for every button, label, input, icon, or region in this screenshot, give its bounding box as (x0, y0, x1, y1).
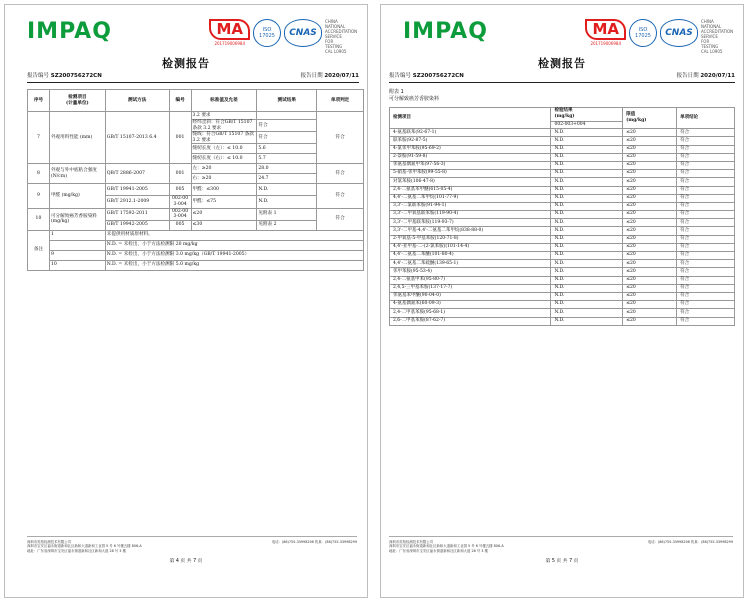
table-row (390, 268, 735, 276)
cell-judge: 符合 (317, 184, 364, 208)
col-header: 测试结果 (257, 90, 317, 112)
cell-limit: ≤20 (623, 129, 677, 137)
table-row (390, 301, 735, 309)
remark-num: 9 (49, 250, 105, 260)
cell-item: 甲醛 (mg/kg) (49, 184, 105, 208)
accreditation-line: TESTING (701, 44, 719, 49)
cell-result: N.D. (551, 129, 623, 137)
remark-row (28, 230, 364, 240)
cell-standard: 缝纫长度（右）：≤ 10.0 (191, 154, 257, 164)
cell-judge: 符合 (677, 309, 735, 317)
cell-judge: 符合 (317, 112, 364, 164)
amine-results-table (389, 107, 735, 326)
cell-result: 5.6 (257, 144, 317, 154)
table-row (390, 170, 735, 178)
footer-line: 深圳市宝安区福永街道新和社区新和大道新和工业园 5 号 6 号楼五楼 806-A (27, 544, 142, 549)
cell-limit: ≤20 (623, 161, 677, 169)
cell-judge: 符合 (677, 194, 735, 202)
accreditation-logos (585, 19, 734, 54)
annex-title: 可分解致癌芳香胺染料 (389, 96, 440, 102)
cell-seq: 7 (28, 112, 50, 164)
cell-code: 002-00 3-004 (169, 196, 191, 208)
cell-limit: ≤20 (623, 268, 677, 276)
cell-code: 001 (169, 164, 191, 184)
cell-result: 见附表 1 (257, 208, 317, 220)
accreditation-line: SERVICE (325, 34, 342, 39)
cell-item: 联苯胺(92-87-5) (390, 137, 551, 145)
table-row (390, 219, 735, 227)
cell-limit: ≤20 (623, 276, 677, 284)
footer-contact: 电话：(86)755-33998298 传真：(86)755-33998299 (647, 539, 733, 544)
cell-limit: ≤20 (623, 153, 677, 161)
table-row (390, 194, 735, 202)
cell-standard: 3.2 要求 (191, 112, 257, 120)
cell-limit: ≤20 (623, 219, 677, 227)
cell-item: 外观用料性能 (mm) (49, 112, 105, 164)
cell-item: 可分解致癌芳香胺染料 (mg/kg) (49, 208, 105, 230)
cell-judge: 符合 (677, 211, 735, 219)
cell-standard: ≤20 (191, 208, 257, 220)
col-result: 检验结果 (mg/kg) (551, 108, 623, 122)
remark-num: 1 (49, 230, 105, 240)
cell-item: 邻氨基偶氮甲苯(97-56-3) (390, 161, 551, 169)
cell-method: GB/T 19942-2005 (105, 220, 169, 230)
cell-judge: 符合 (677, 145, 735, 153)
cell-judge: 符合 (317, 164, 364, 184)
page-footer (389, 536, 733, 553)
cell-judge: 符合 (677, 276, 735, 284)
col-header: 序号 (28, 90, 50, 112)
table-row (390, 252, 735, 260)
cell-code: 002-00 3-004 (169, 208, 191, 220)
table-row (390, 276, 735, 284)
cell-standard: 缝线：符合GB/T 15107 条款 3.2 要求 (191, 132, 257, 144)
cell-result: N.D. (551, 301, 623, 309)
footer-line: 深圳市英柏检测技术有限公司 (389, 539, 434, 544)
accreditation-line: CAL L0905 (701, 49, 723, 54)
cell-result: 24.7 (257, 174, 317, 184)
accreditation-logos (209, 19, 358, 54)
col-limit: 限值 (mg/kg) (623, 108, 677, 129)
page-footer (27, 536, 357, 553)
cell-code: 001 (169, 112, 191, 164)
cell-judge: 符合 (677, 317, 735, 325)
col-judge: 单项结论 (677, 108, 735, 129)
cell-limit: ≤20 (623, 309, 677, 317)
cell-limit: ≤20 (623, 235, 677, 243)
cell-result: N.D. (551, 235, 623, 243)
cell-result: N.D. (551, 202, 623, 210)
cell-judge: 符合 (677, 170, 735, 178)
cell-limit: ≤20 (623, 284, 677, 292)
cell-limit: ≤20 (623, 243, 677, 251)
impaq-logo: IMPAQ (27, 19, 112, 44)
cell-result: N.D. (551, 194, 623, 202)
remark-row (28, 240, 364, 250)
remark-row (28, 260, 364, 270)
cell-result: N.D. (551, 161, 623, 169)
cell-item: 4-氯邻甲苯胺(95-69-2) (390, 145, 551, 153)
cell-limit: ≤20 (623, 252, 677, 260)
cell-result: N.D. (551, 170, 623, 178)
cell-result: N.D. (551, 252, 623, 260)
footer-line: 地址：广东省深圳市宝安区福永街道新和社区新和大道 28 号 3 楼 (27, 548, 126, 553)
cell-item: 2-萘胺(91-59-8) (390, 153, 551, 161)
cell-judge: 符合 (677, 227, 735, 235)
cell-item: 3,3'-二氯联苯胺(91-94-1) (390, 202, 551, 210)
accreditation-line: NATIONAL (701, 24, 722, 29)
cell-result: N.D. (551, 292, 623, 300)
cell-judge: 符合 (677, 292, 735, 300)
cell-item: 4,4'-亚甲基-二-(2-氯苯胺)(101-14-4) (390, 243, 551, 251)
accreditation-line: ACCREDITATION (701, 29, 734, 34)
accreditation-line: FOR (325, 39, 334, 44)
impaq-logo: IMPAQ (403, 19, 488, 44)
cell-standard: 甲醛：≤75 (191, 196, 257, 208)
accreditation-line: CHINA (701, 19, 714, 24)
cell-limit: ≤20 (623, 145, 677, 153)
cell-item: 2,6-二甲基苯胺(87-62-7) (390, 317, 551, 325)
table-row (390, 186, 735, 194)
table-row (390, 137, 735, 145)
report-header: 报告编号 SZ200756272CN 报告日期 2020/07/11 (27, 73, 359, 79)
table-row (390, 153, 735, 161)
cell-seq: 8 (28, 164, 50, 184)
cell-result: 符合 (257, 120, 317, 132)
cell-judge: 符合 (677, 129, 735, 137)
accreditation-line: ACCREDITATION (325, 29, 358, 34)
cell-judge: 符合 (677, 161, 735, 169)
cell-result: N.D. (257, 196, 317, 208)
col-header: 标准值及允差 (191, 90, 257, 112)
table-row (390, 284, 735, 292)
col-header: 编号 (169, 90, 191, 112)
remarks-label: 备注 (28, 230, 50, 270)
cell-result: N.D. (551, 284, 623, 292)
footer-contact: 电话：(86)755-33998298 传真：(86)755-33998299 (271, 539, 357, 544)
cell-result: N.D. (551, 178, 623, 186)
cell-seq: 10 (28, 208, 50, 230)
col-header: 单项判定 (317, 90, 364, 112)
cell-code: 005 (169, 184, 191, 196)
cell-limit: ≤20 (623, 137, 677, 145)
accreditation-line: SERVICE (701, 34, 718, 39)
remark-num: 10 (49, 260, 105, 270)
cell-judge: 符合 (677, 252, 735, 260)
cell-limit: ≤20 (623, 227, 677, 235)
cell-item: 4,4'-二氨基二苯硫醚(139-65-1) (390, 260, 551, 268)
cell-item: 对氯苯胺(106-47-8) (390, 178, 551, 186)
cell-item: 2,4-二甲基苯胺(95-68-1) (390, 309, 551, 317)
footer-line: 地址：广东省深圳市宝安区福永街道新和社区新和大道 28 号 3 楼 (389, 548, 488, 553)
cell-result: N.D. (551, 268, 623, 276)
cell-item: 2-甲氧基-5-甲基苯胺(120-71-8) (390, 235, 551, 243)
cell-method: QB/T 2886-2007 (105, 164, 169, 184)
accreditation-line: CHINA (325, 19, 338, 24)
table-row (390, 129, 735, 137)
page-number: 第 5 页 共 7 页 (545, 559, 579, 564)
table-row (390, 145, 735, 153)
cell-judge: 符合 (677, 235, 735, 243)
accreditation-line: FOR (701, 39, 710, 44)
cell-judge: 符合 (677, 137, 735, 145)
col-sample-code: 002-003+004 (551, 121, 623, 128)
table-row (390, 260, 735, 268)
accreditation-text (325, 19, 358, 54)
cell-item: 3,3'-二甲基-4,4'-二氨基二苯甲烷(838-88-0) (390, 227, 551, 235)
cell-item: 邻氨基苯甲醚(90-04-0) (390, 292, 551, 300)
cell-method: GB/T 2912.1-2009 (105, 196, 169, 208)
cell-judge: 符合 (677, 202, 735, 210)
remark-text: N.D. = 未检出，小于方法检测限 3.0 mg/kg（GB/T 19941-2005） (105, 250, 363, 260)
report-header: 报告编号 SZ200756272CN 报告日期 2020/07/11 (389, 73, 735, 79)
ilac-seal-icon: ISO 17025 (253, 19, 281, 47)
table-row (28, 184, 364, 196)
remark-text: 未提供用材质原材料。 (105, 230, 363, 240)
accreditation-text (701, 19, 734, 54)
table-row (390, 243, 735, 251)
cell-judge: 符合 (677, 284, 735, 292)
cell-result: N.D. (551, 219, 623, 227)
col-header: 检测项目 (计量单位) (49, 90, 105, 112)
cell-judge: 符合 (677, 219, 735, 227)
cell-judge: 符合 (677, 243, 735, 251)
cell-limit: ≤20 (623, 202, 677, 210)
cell-result: N.D. (551, 137, 623, 145)
cell-judge: 符合 (317, 208, 364, 230)
cell-result: N.D. (551, 260, 623, 268)
table-row (390, 227, 735, 235)
cell-item: 3,3'-二甲基联苯胺(119-93-7) (390, 219, 551, 227)
cell-limit: ≤20 (623, 170, 677, 178)
report-page-5 (380, 4, 744, 598)
cell-item: 4-氨基偶氮苯(60-09-3) (390, 301, 551, 309)
table-row (390, 178, 735, 186)
cell-item: 外观与外中底粘合强度 (N/cm) (49, 164, 105, 184)
table-row (390, 211, 735, 219)
cell-item: 4,4'-二氨基二苯醚(101-80-4) (390, 252, 551, 260)
cma-logo: MA 201719006984 (209, 19, 250, 46)
report-title: 检测报告 (538, 57, 586, 70)
cell-judge: 符合 (677, 260, 735, 268)
footer-line: 深圳市宝安区福永街道新和社区新和大道新和工业园 5 号 6 号楼五楼 806-A (389, 544, 504, 549)
cell-limit: ≤20 (623, 260, 677, 268)
report-page-4 (4, 4, 368, 598)
table-row (28, 164, 364, 174)
cell-judge: 符合 (677, 301, 735, 309)
cell-result (257, 112, 317, 120)
cell-result: 28.0 (257, 164, 317, 174)
cell-item: 2,4-二氨基苯甲醚(615-05-4) (390, 186, 551, 194)
report-title: 检测报告 (162, 57, 210, 70)
cell-result: 5.7 (257, 154, 317, 164)
cell-judge: 符合 (677, 153, 735, 161)
table-row (28, 208, 364, 220)
cell-item: 5-硝基-邻甲苯胺(99-55-8) (390, 170, 551, 178)
table-row (390, 317, 735, 325)
cell-result: 符合 (257, 132, 317, 144)
cell-method: GB/T 19941-2005 (105, 184, 169, 196)
cell-item: 2,4,5-三甲基苯胺(137-17-7) (390, 284, 551, 292)
test-results-table (27, 89, 364, 271)
col-header: 测试方法 (105, 90, 169, 112)
cell-limit: ≤20 (623, 178, 677, 186)
cell-standard: ≤30 (191, 220, 257, 230)
cell-item: 4,4'-二氨基二苯甲烷(101-77-9) (390, 194, 551, 202)
page-number: 第 4 页 共 7 页 (169, 559, 203, 564)
table-row (390, 292, 735, 300)
accreditation-line: TESTING (325, 44, 343, 49)
cell-result: N.D. (551, 153, 623, 161)
cma-logo: MA 201719006984 (585, 19, 626, 46)
cell-result: N.D. (551, 186, 623, 194)
cell-result: N.D. (551, 276, 623, 284)
accreditation-line: NATIONAL (325, 24, 346, 29)
cell-result: N.D. (551, 317, 623, 325)
cell-result: N.D. (551, 145, 623, 153)
remark-num (49, 240, 105, 250)
remark-text: N.D. = 未检出，小于方法检测限 20 mg/kg (105, 240, 363, 250)
cell-limit: ≤20 (623, 211, 677, 219)
cell-result: N.D. (257, 184, 317, 196)
cell-method: GB/T 17592-2011 (105, 208, 169, 220)
cell-method: GB/T 15107-2013 6.4 (105, 112, 169, 164)
cell-result: 见附表 2 (257, 220, 317, 230)
remark-row (28, 250, 364, 260)
cell-limit: ≤20 (623, 194, 677, 202)
annex-caption (389, 89, 439, 103)
footer-line: 深圳市英柏检测技术有限公司 (27, 539, 72, 544)
table-row (390, 161, 735, 169)
cell-standard: 缝纫长度（左）：≤ 10.0 (191, 144, 257, 154)
cell-limit: ≤20 (623, 317, 677, 325)
cell-standard: 甲醛：≤300 (191, 184, 257, 196)
cell-result: N.D. (551, 211, 623, 219)
cell-judge: 符合 (677, 178, 735, 186)
cnas-logo: CNAS (284, 19, 322, 47)
cell-limit: ≤20 (623, 186, 677, 194)
cell-code: 005 (169, 220, 191, 230)
cell-standard: 右：≥20 (191, 174, 257, 184)
annex-label: 附表 1 (389, 89, 404, 95)
cell-judge: 符合 (677, 186, 735, 194)
cell-result: N.D. (551, 243, 623, 251)
table-row (390, 309, 735, 317)
cell-item: 3,3'-二甲氧基联苯胺(119-90-4) (390, 211, 551, 219)
table-row (390, 202, 735, 210)
remark-text: N.D. = 未检出，小于方法检测限 5.0 mg/kg (105, 260, 363, 270)
cell-result: N.D. (551, 227, 623, 235)
cell-item: 邻甲苯胺(95-53-4) (390, 268, 551, 276)
table-row (390, 235, 735, 243)
cell-standard: 左：≥20 (191, 164, 257, 174)
cell-judge: 符合 (677, 268, 735, 276)
cell-result: N.D. (551, 309, 623, 317)
cell-seq: 9 (28, 184, 50, 208)
cell-item: 4-氨基联苯(92-67-1) (390, 129, 551, 137)
col-item: 检测项目 (390, 108, 551, 129)
ilac-seal-icon: ISO 17025 (629, 19, 657, 47)
accreditation-line: CAL L0905 (325, 49, 347, 54)
table-row (28, 112, 364, 120)
cell-standard: 经纬歪斜：符合GB/T 15107 条款 3.2 要求 (191, 120, 257, 132)
cell-limit: ≤20 (623, 301, 677, 309)
cnas-logo: CNAS (660, 19, 698, 47)
cell-item: 2,4-二氨基甲苯(95-80-7) (390, 276, 551, 284)
cell-limit: ≤20 (623, 292, 677, 300)
